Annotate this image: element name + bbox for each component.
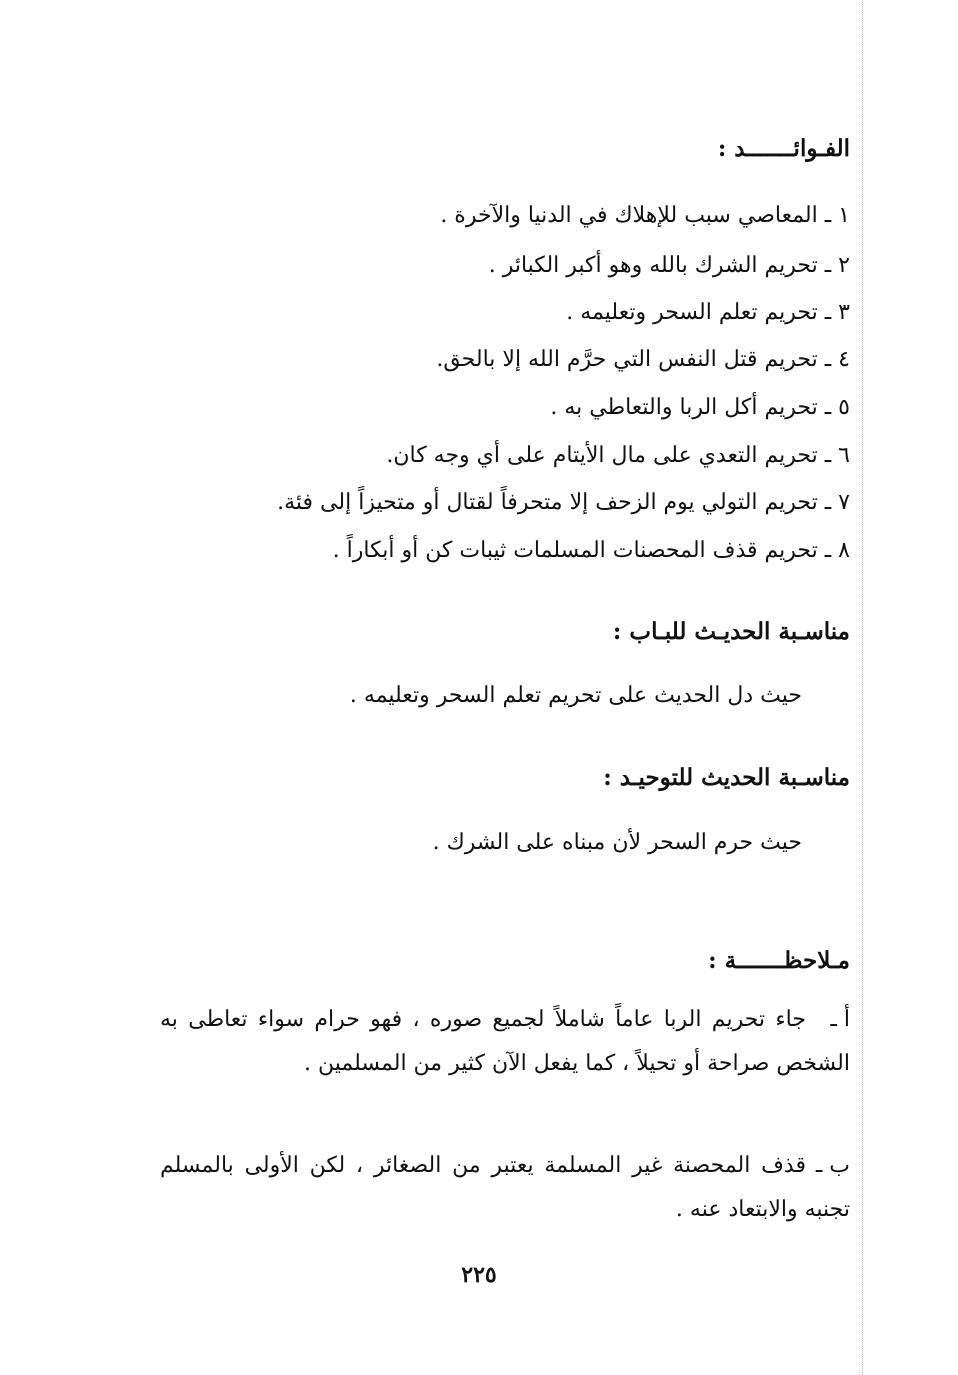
benefits-heading: الفـوائـــــــد : <box>717 135 850 162</box>
page-number: ٢٢٥ <box>461 1262 497 1288</box>
benefit-item-6: ٦ ـ تحريم التعدي على مال الأيتام على أي وجه كان. <box>386 443 850 468</box>
benefit-item-8: ٨ ـ تحريم قذف المحصنات المسلمات ثيبات كن أو أبكاراً . <box>332 538 850 563</box>
note-text-a: جاء تحريم الربا عاماً شاملاً لجميع صوره ، فهو حرام سواء تعاطى به الشخص صراحة أو تحيلاً ، كما يفعل الآن كثير من المسلمين . <box>160 1007 850 1076</box>
note-text-b: قذف المحصنة غير المسلمة يعتبر من الصغائر ، لكن الأولى بالمسلم تجنبه والابتعاد عنه . <box>160 1153 850 1222</box>
binding-edge-line <box>862 0 863 1375</box>
benefit-item-5: ٥ ـ تحريم أكل الربا والتعاطي به . <box>550 395 850 420</box>
relevance-tawhid-heading: مناسـبة الحديث للتوحيـد : <box>603 764 850 791</box>
benefit-item-3: ٣ ـ تحريم تعلم السحر وتعليمه . <box>566 300 850 325</box>
relevance-tawhid-text: حيث حرم السحر لأن مبناه على الشرك . <box>432 830 802 855</box>
relevance-chapter-heading: مناسـبة الحديـث للبـاب : <box>612 618 850 645</box>
note-item-b <box>160 1144 850 1232</box>
note-label-b: ب ـ <box>815 1153 850 1178</box>
benefit-item-7: ٧ ـ تحريم التولي يوم الزحف إلا متحرفاً لقتال أو متحيزاً إلى فئة. <box>277 490 850 515</box>
note-item-a <box>160 998 850 1086</box>
relevance-chapter-text: حيث دل الحديث على تحريم تعلم السحر وتعليمه . <box>349 683 802 708</box>
benefit-item-4: ٤ ـ تحريم قتل النفس التي حرَّم الله إلا بالحق. <box>436 347 850 372</box>
benefit-item-2: ٢ ـ تحريم الشرك بالله وهو أكبر الكبائر . <box>488 253 850 278</box>
note-label-a: أ ـ <box>830 1007 850 1032</box>
notes-heading: مـلاحظـــــــة : <box>708 947 850 974</box>
benefit-item-1: ١ ـ المعاصي سبب للإهلاك في الدنيا والآخرة . <box>440 203 850 228</box>
